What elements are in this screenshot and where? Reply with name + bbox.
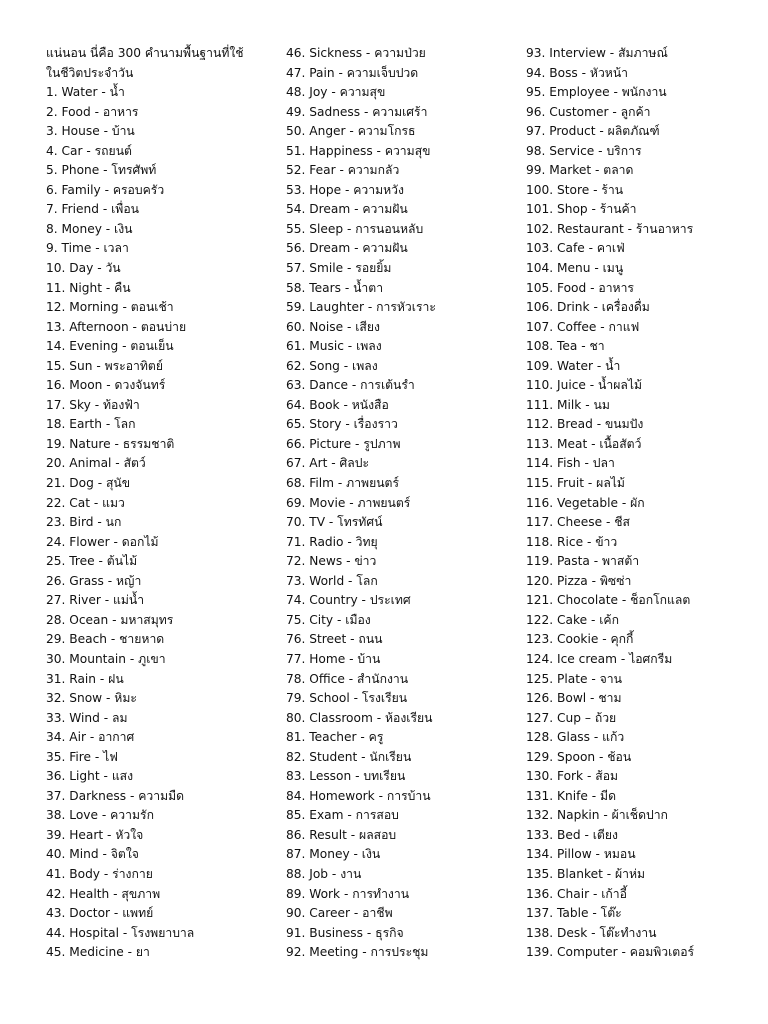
vocab-entry: 101. Shop - ร้านค้า — [526, 202, 637, 217]
vocab-entry: 110. Juice - น้ำผลไม้ — [526, 378, 643, 393]
intro-line-2: ในชีวิตประจำวัน — [46, 65, 134, 80]
vocab-entry: 89. Work - การทำงาน — [286, 886, 410, 901]
vocab-entry: 88. Job - งาน — [286, 866, 362, 881]
vocab-entry: 102. Restaurant - ร้านอาหาร — [526, 221, 694, 236]
vocab-entry: 23. Bird - นก — [46, 515, 122, 530]
vocab-entry: 63. Dance - การเต้นรำ — [286, 378, 415, 393]
vocab-list-3 — [526, 44, 758, 963]
vocab-entry: 34. Air - อากาศ — [46, 730, 135, 745]
vocab-entry: 130. Fork - ส้อม — [526, 769, 619, 784]
vocab-entry: 37. Darkness - ความมืด — [46, 788, 185, 803]
column-3 — [526, 44, 758, 963]
vocab-entry: 131. Knife - มีด — [526, 788, 616, 803]
vocab-entry: 129. Spoon - ช้อน — [526, 749, 632, 764]
vocab-entry: 104. Menu - เมนู — [526, 261, 624, 276]
vocab-entry: 113. Meat - เนื้อสัตว์ — [526, 436, 642, 451]
vocab-entry: 132. Napkin - ผ้าเช็ดปาก — [526, 808, 668, 823]
vocab-entry: 29. Beach - ชายหาด — [46, 632, 165, 647]
vocab-entry: 123. Cookie - คุกกี้ — [526, 632, 634, 647]
vocab-entry: 120. Pizza - พิซซ่า — [526, 573, 632, 588]
vocab-entry: 16. Moon - ดวงจันทร์ — [46, 378, 166, 393]
vocab-entry: 116. Vegetable - ผัก — [526, 495, 645, 510]
vocab-entry: 13. Afternoon - ตอนบ่าย — [46, 319, 187, 334]
vocab-entry: 28. Ocean - มหาสมุทร — [46, 612, 174, 627]
vocab-entry: 25. Tree - ต้นไม้ — [46, 554, 138, 569]
vocab-list-2 — [286, 44, 516, 963]
vocab-entry: 3. House - บ้าน — [46, 124, 135, 139]
vocab-entry: 49. Sadness - ความเศร้า — [286, 104, 428, 119]
vocab-entry: 95. Employee - พนักงาน — [526, 85, 667, 100]
vocab-entry: 114. Fish - ปลา — [526, 456, 615, 471]
column-1 — [46, 44, 268, 963]
column-2 — [286, 44, 516, 963]
vocab-entry: 2. Food - อาหาร — [46, 104, 139, 119]
vocab-entry: 108. Tea - ชา — [526, 339, 605, 354]
vocab-entry: 8. Money - เงิน — [46, 221, 133, 236]
vocab-entry: 1. Water - น้ำ — [46, 85, 125, 100]
vocab-entry: 103. Cafe - คาเฟ่ — [526, 241, 625, 256]
vocab-entry: 79. School - โรงเรียน — [286, 691, 408, 706]
vocab-entry: 77. Home - บ้าน — [286, 651, 381, 666]
vocab-entry: 51. Happiness - ความสุข — [286, 143, 431, 158]
vocab-entry: 62. Song - เพลง — [286, 358, 378, 373]
vocab-entry: 81. Teacher - ครู — [286, 730, 384, 745]
vocab-entry: 55. Sleep - การนอนหลับ — [286, 221, 424, 236]
vocab-entry: 96. Customer - ลูกค้า — [526, 104, 651, 119]
vocab-entry: 47. Pain - ความเจ็บปวด — [286, 65, 419, 80]
vocab-entry: 35. Fire - ไฟ — [46, 749, 118, 764]
vocab-entry: 84. Homework - การบ้าน — [286, 788, 431, 803]
vocab-entry: 92. Meeting - การประชุม — [286, 945, 429, 960]
vocab-entry: 7. Friend - เพื่อน — [46, 202, 139, 217]
vocab-entry: 5. Phone - โทรศัพท์ — [46, 163, 157, 178]
vocab-entry: 31. Rain - ฝน — [46, 671, 124, 686]
vocab-entry: 14. Evening - ตอนเย็น — [46, 339, 174, 354]
intro-line-1: แน่นอน นี่คือ 300 คำนามพื้นฐานที่ใช้ — [46, 46, 244, 60]
vocab-entry: 11. Night - คืน — [46, 280, 131, 295]
vocab-entry: 26. Grass - หญ้า — [46, 573, 142, 588]
vocab-entry: 71. Radio - วิทยุ — [286, 534, 378, 549]
vocab-entry: 56. Dream - ความฝัน — [286, 241, 408, 256]
vocab-entry: 99. Market - ตลาด — [526, 163, 634, 178]
vocab-entry: 46. Sickness - ความป่วย — [286, 46, 426, 60]
vocab-entry: 128. Glass - แก้ว — [526, 730, 625, 745]
vocab-entry: 50. Anger - ความโกรธ — [286, 124, 416, 139]
vocab-entry: 17. Sky - ท้องฟ้า — [46, 397, 140, 412]
vocab-entry: 40. Mind - จิตใจ — [46, 847, 139, 862]
vocab-entry: 139. Computer - คอมพิวเตอร์ — [526, 945, 695, 960]
vocab-entry: 126. Bowl - ชาม — [526, 691, 622, 706]
vocab-entry: 57. Smile - รอยยิ้ม — [286, 261, 392, 276]
vocab-entry: 64. Book - หนังสือ — [286, 397, 389, 412]
vocab-entry: 18. Earth - โลก — [46, 417, 136, 432]
vocab-entry: 100. Store - ร้าน — [526, 182, 624, 197]
vocab-entry: 66. Picture - รูปภาพ — [286, 436, 401, 451]
vocab-entry: 82. Student - นักเรียน — [286, 749, 412, 764]
vocab-entry: 65. Story - เรื่องราว — [286, 417, 398, 432]
vocab-entry: 105. Food - อาหาร — [526, 280, 634, 295]
vocab-entry: 15. Sun - พระอาทิตย์ — [46, 358, 163, 373]
vocab-entry: 98. Service - บริการ — [526, 143, 642, 158]
vocab-entry: 41. Body - ร่างกาย — [46, 866, 153, 881]
vocab-entry: 117. Cheese - ชีส — [526, 515, 630, 530]
vocab-list-1 — [46, 83, 268, 963]
vocab-entry: 124. Ice cream - ไอศกรีม — [526, 651, 673, 666]
vocab-entry: 85. Exam - การสอบ — [286, 808, 399, 823]
vocab-entry: 138. Desk - โต๊ะทำงาน — [526, 925, 657, 940]
vocab-entry: 72. News - ข่าว — [286, 554, 377, 569]
vocab-entry: 58. Tears - น้ำตา — [286, 280, 384, 295]
vocab-entry: 12. Morning - ตอนเช้า — [46, 300, 174, 315]
vocab-entry: 39. Heart - หัวใจ — [46, 827, 144, 842]
vocab-entry: 121. Chocolate - ช็อกโกแลต — [526, 593, 691, 608]
vocab-entry: 78. Office - สำนักงาน — [286, 671, 409, 686]
vocab-entry: 24. Flower - ดอกไม้ — [46, 534, 159, 549]
vocab-entry: 4. Car - รถยนต์ — [46, 143, 132, 158]
vocab-entry: 125. Plate - จาน — [526, 671, 622, 686]
vocab-entry: 136. Chair - เก้าอี้ — [526, 886, 627, 901]
vocab-entry: 75. City - เมือง — [286, 612, 371, 627]
vocab-entry: 48. Joy - ความสุข — [286, 85, 386, 100]
vocab-entry: 87. Money - เงิน — [286, 847, 381, 862]
vocab-entry: 52. Fear - ความกลัว — [286, 163, 400, 178]
vocab-entry: 80. Classroom - ห้องเรียน — [286, 710, 433, 725]
vocab-entry: 19. Nature - ธรรมชาติ — [46, 436, 175, 451]
vocab-entry: 9. Time - เวลา — [46, 241, 129, 256]
vocab-entry: 107. Coffee - กาแฟ — [526, 319, 640, 334]
vocab-entry: 106. Drink - เครื่องดื่ม — [526, 300, 650, 315]
vocab-entry: 43. Doctor - แพทย์ — [46, 906, 154, 921]
vocab-entry: 61. Music - เพลง — [286, 339, 382, 354]
vocab-entry: 135. Blanket - ผ้าห่ม — [526, 866, 646, 881]
vocab-entry: 122. Cake - เค้ก — [526, 612, 619, 627]
vocab-entry: 38. Love - ความรัก — [46, 808, 154, 823]
vocab-entry: 91. Business - ธุรกิจ — [286, 925, 404, 940]
vocab-entry: 10. Day - วัน — [46, 261, 121, 276]
vocab-entry: 115. Fruit - ผลไม้ — [526, 476, 625, 491]
vocab-entry: 22. Cat - แมว — [46, 495, 125, 510]
vocab-entry: 21. Dog - สุนัข — [46, 476, 131, 491]
vocab-entry: 109. Water - น้ำ — [526, 358, 621, 373]
vocab-entry: 86. Result - ผลสอบ — [286, 827, 397, 842]
vocab-entry: 33. Wind - ลม — [46, 710, 128, 725]
vocab-entry: 44. Hospital - โรงพยาบาล — [46, 925, 195, 940]
vocab-entry: 112. Bread - ขนมปัง — [526, 417, 644, 432]
vocab-entry: 59. Laughter - การหัวเราะ — [286, 300, 436, 315]
vocab-entry: 42. Health - สุขภาพ — [46, 886, 161, 901]
vocab-entry: 30. Mountain - ภูเขา — [46, 651, 166, 666]
vocab-entry: 137. Table - โต๊ะ — [526, 906, 622, 921]
vocab-entry: 97. Product - ผลิตภัณฑ์ — [526, 124, 660, 139]
vocab-entry: 36. Light - แสง — [46, 769, 134, 784]
vocab-entry: 27. River - แม่น้ำ — [46, 593, 145, 608]
vocab-entry: 74. Country - ประเทศ — [286, 593, 411, 608]
vocab-entry: 134. Pillow - หมอน — [526, 847, 636, 862]
vocab-entry: 83. Lesson - บทเรียน — [286, 769, 406, 784]
vocab-entry: 32. Snow - หิมะ — [46, 691, 137, 706]
vocab-entry: 111. Milk - นม — [526, 397, 610, 412]
vocab-entry: 94. Boss - หัวหน้า — [526, 65, 629, 80]
vocab-entry: 70. TV - โทรทัศน์ — [286, 515, 383, 530]
vocab-entry: 90. Career - อาชีพ — [286, 906, 393, 921]
vocab-entry: 119. Pasta - พาสต้า — [526, 554, 640, 569]
vocab-entry: 93. Interview - สัมภาษณ์ — [526, 46, 668, 60]
vocab-entry: 20. Animal - สัตว์ — [46, 456, 146, 471]
vocab-entry: 60. Noise - เสียง — [286, 319, 380, 334]
vocab-entry: 68. Film - ภาพยนตร์ — [286, 476, 400, 491]
vocab-entry: 118. Rice - ข้าว — [526, 534, 618, 549]
vocab-entry: 45. Medicine - ยา — [46, 945, 150, 960]
vocab-entry: 76. Street - ถนน — [286, 632, 383, 647]
vocab-entry: 69. Movie - ภาพยนตร์ — [286, 495, 411, 510]
vocab-entry: 67. Art - ศิลปะ — [286, 456, 370, 471]
vocab-entry: 53. Hope - ความหวัง — [286, 182, 404, 197]
vocab-entry: 73. World - โลก — [286, 573, 378, 588]
vocab-entry: 127. Cup – ถ้วย — [526, 710, 617, 725]
vocab-entry: 133. Bed - เตียง — [526, 827, 618, 842]
vocab-entry: 54. Dream - ความฝัน — [286, 202, 408, 217]
vocab-entry: 6. Family - ครอบครัว — [46, 182, 165, 197]
